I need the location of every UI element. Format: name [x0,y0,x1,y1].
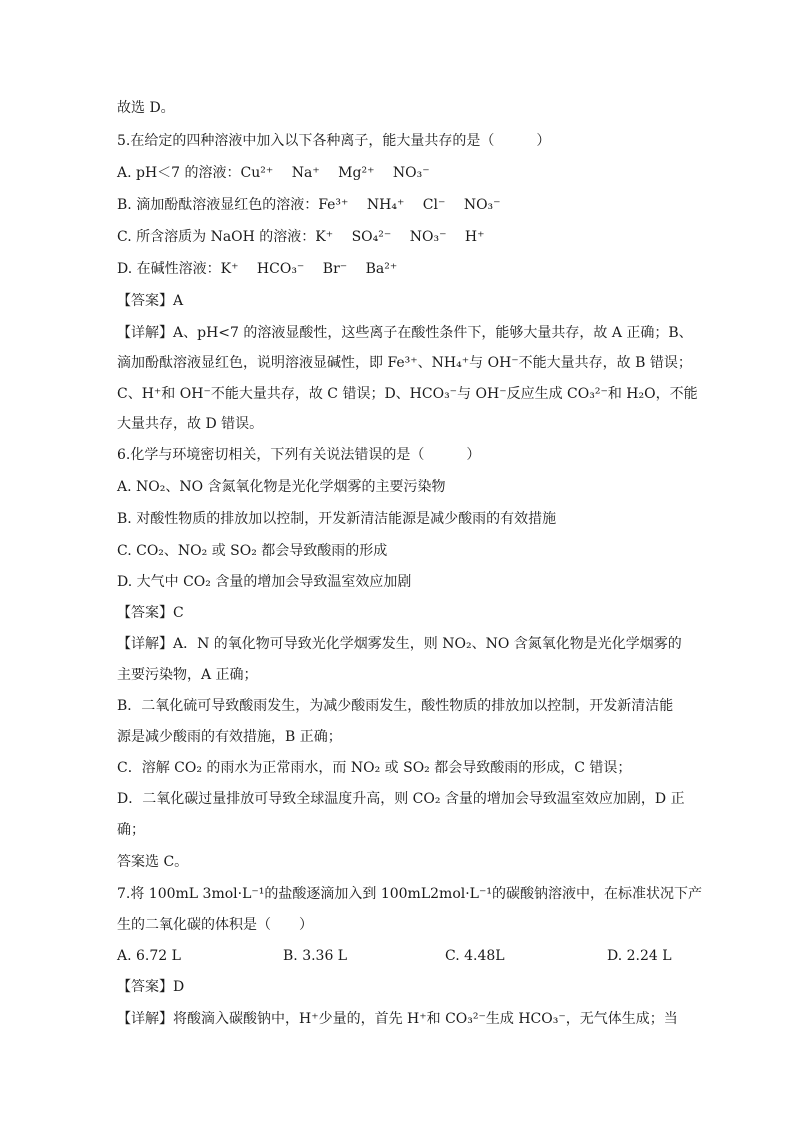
option-c: C. CO₂、NO₂ 或 SO₂ 都会导致酸雨的形成 [117,543,388,559]
explanation-line: C．溶解 CO₂ 的雨水为正常雨水，而 NO₂ 或 SO₂ 都会导致酸雨的形成，C 错误； [117,760,632,776]
option-b: B. 对酸性物质的排放加以控制，开发新清洁能源是减少酸雨的有效措施 [117,511,557,527]
option-c: C. 4.48L [445,948,505,964]
option-c: C. 所含溶质为 NaOH 的溶液：K⁺ SO₄²⁻ NO₃⁻ H⁺ [117,229,485,245]
option-a: A. 6.72 L [117,948,181,964]
answer-label: 【答案】A [117,293,184,309]
explanation-line: D．二氧化碳过量排放可导致全球温度升高，则 CO₂ 含量的增加会导致温室效应加剧，D 正 [117,791,685,807]
question-7-stem: 生的二氧化碳的体积是（ ） [117,917,313,933]
text-line: 故选 D。 [117,100,175,116]
explanation-line: 确； [117,822,145,838]
explanation-line: 【详解】A．N 的氧化物可导致光化学烟雾发生，则 NO₂、NO 含氮氧化物是光化学烟雾的 [117,636,682,652]
explanation-line: 【详解】将酸滴入碳酸钠中，H⁺少量的，首先 H⁺和 CO₃²⁻生成 HCO₃⁻，无气体生成；当 [117,1011,678,1027]
answer-label: 【答案】C [117,605,184,621]
question-7-stem: 7.将 100mL 3mol·L⁻¹的盐酸逐滴加入到 100mL2mol·L⁻¹的碳酸钠溶液中，在标准状况下产 [117,886,702,902]
explanation-line: 滴加酚酞溶液显红色，说明溶液显碱性，即 Fe³⁺、NH₄⁺与 OH⁻不能大量共存，故 B 错误； [117,355,692,371]
option-b: B. 滴加酚酞溶液显红色的溶液：Fe³⁺ NH₄⁺ Cl⁻ NO₃⁻ [117,197,501,213]
option-a: A. pH＜7 的溶液：Cu²⁺ Na⁺ Mg²⁺ NO₃⁻ [117,165,430,181]
option-a: A. NO₂、NO 含氮氧化物是光化学烟雾的主要污染物 [117,479,446,495]
option-d: D. 2.24 L [607,948,672,964]
explanation-line: 【详解】A、pH<7 的溶液显酸性，这些离子在酸性条件下，能够大量共存，故 A 正确；B、 [117,325,693,341]
question-7-options [117,946,677,966]
option-d: D. 在碱性溶液：K⁺ HCO₃⁻ Br⁻ Ba²⁺ [117,261,398,277]
option-d: D. 大气中 CO₂ 含量的增加会导致温室效应加剧 [117,574,412,590]
explanation-line: 主要污染物，A 正确； [117,667,258,683]
question-6-stem: 6.化学与环境密切相关，下列有关说法错误的是（ ） [117,447,481,463]
answer-conclusion: 答案选 C。 [117,854,189,870]
explanation-line: 源是减少酸雨的有效措施，B 正确； [117,729,342,745]
explanation-line: C、H⁺和 OH⁻不能大量共存，故 C 错误；D、HCO₃⁻与 OH⁻反应生成 CO₃²⁻和 H₂O，不能 [117,386,698,402]
explanation-line: 大量共存，故 D 错误。 [117,416,264,432]
explanation-line: B．二氧化硫可导致酸雨发生，为减少酸雨发生，酸性物质的排放加以控制，开发新清洁能 [117,698,674,714]
option-b: B. 3.36 L [283,948,348,964]
answer-label: 【答案】D [117,979,185,995]
question-5-stem: 5.在给定的四种溶液中加入以下各种离子，能大量共存的是（ ） [117,133,551,149]
